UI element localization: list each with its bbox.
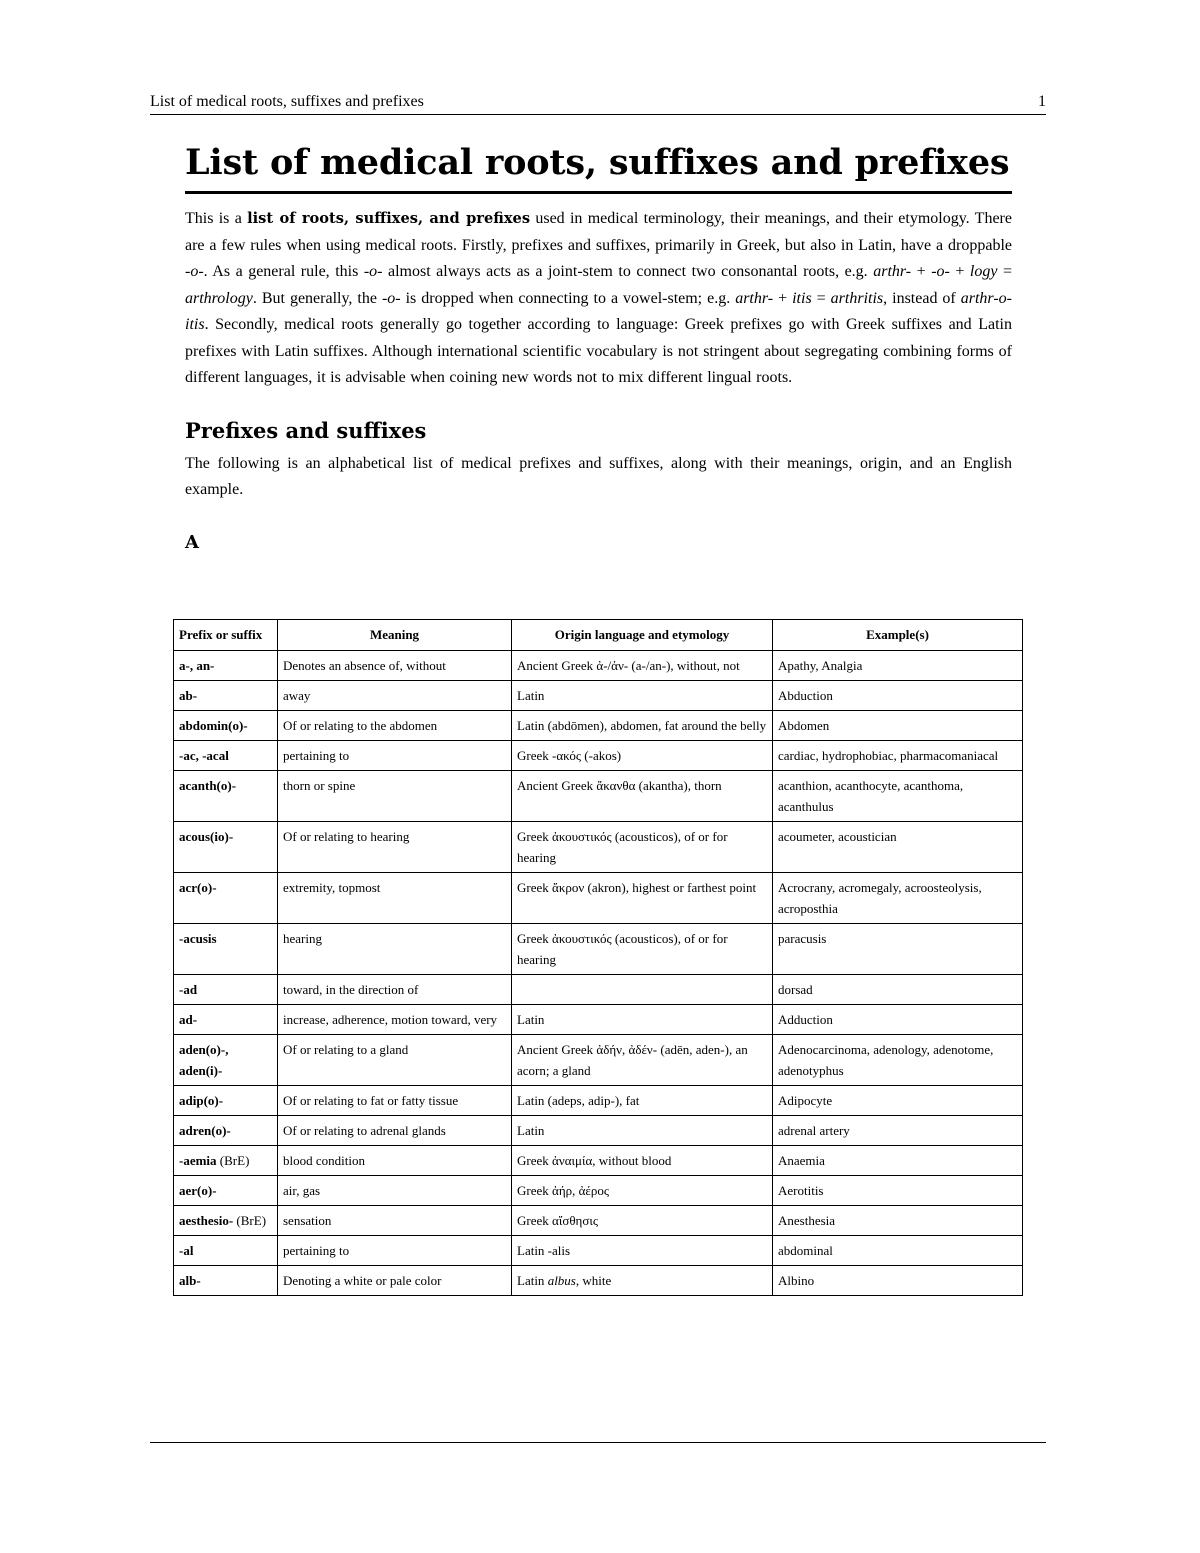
meaning-cell: Of or relating to a gland — [278, 1035, 512, 1086]
example-cell: Adipocyte — [773, 1086, 1023, 1116]
term-cell — [174, 771, 278, 822]
example-cell: acoumeter, acoustician — [773, 822, 1023, 873]
term-cell — [174, 1266, 278, 1296]
intro-text: + — [911, 263, 932, 280]
intro-italic: arthrology — [185, 289, 253, 307]
meaning-cell: away — [278, 681, 512, 711]
term-text: aesthesio- — [179, 1213, 234, 1228]
example-cell: adrenal artery — [773, 1116, 1023, 1146]
meaning-cell: Of or relating to adrenal glands — [278, 1116, 512, 1146]
section-heading: Prefixes and suffixes — [185, 417, 427, 443]
term-cell — [174, 1035, 278, 1086]
meaning-cell: toward, in the direction of — [278, 975, 512, 1005]
table-row — [174, 1035, 1023, 1086]
table-row — [174, 873, 1023, 924]
term-text: ad- — [179, 1012, 198, 1027]
intro-paragraph — [185, 206, 1012, 392]
origin-cell — [512, 711, 773, 741]
origin-text: albus — [547, 1273, 576, 1288]
term-cell — [174, 924, 278, 975]
example-cell: Albino — [773, 1266, 1023, 1296]
term-text: a-, an- — [179, 658, 215, 673]
intro-bold-term: list of roots, suffixes, and prefixes — [247, 210, 531, 227]
running-header — [150, 90, 1046, 115]
term-cell — [174, 741, 278, 771]
column-header: Meaning — [278, 620, 512, 651]
table-row — [174, 1236, 1023, 1266]
running-title: List of medical roots, suffixes and prefixes — [150, 93, 424, 110]
intro-italic: -o- — [363, 263, 383, 280]
meaning-cell: Denotes an absence of, without — [278, 651, 512, 681]
term-text: ab- — [179, 688, 198, 703]
meaning-cell: Of or relating to fat or fatty tissue — [278, 1086, 512, 1116]
term-text: aden(o)-, aden(i)- — [179, 1042, 229, 1078]
table-row — [174, 1176, 1023, 1206]
term-text: -aemia — [179, 1153, 217, 1168]
intro-text: is dropped when connecting to a vowel-stem; e.g. — [400, 289, 736, 307]
example-cell: Abdomen — [773, 711, 1023, 741]
term-text: alb- — [179, 1273, 201, 1288]
intro-text: = — [811, 289, 831, 307]
term-text: adren(o)- — [179, 1123, 231, 1138]
origin-cell — [512, 873, 773, 924]
column-header: Origin language and etymology — [512, 620, 773, 651]
term-note: (BrE) — [216, 1153, 250, 1168]
table-row — [174, 711, 1023, 741]
example-cell: Apathy, Analgia — [773, 651, 1023, 681]
table-row — [174, 1086, 1023, 1116]
intro-italic: arthr- — [873, 263, 912, 280]
intro-italic: -o- — [185, 263, 204, 280]
origin-cell — [512, 1005, 773, 1035]
intro-text: + — [949, 263, 970, 280]
term-note: (BrE) — [233, 1213, 267, 1228]
term-text: acr(o)- — [179, 880, 217, 895]
origin-text: Greek -ακός (-akos) — [517, 748, 622, 763]
origin-text: Ancient Greek ἀδήν, ἀδέν- (adēn, aden-), an acorn; a gland — [517, 1042, 748, 1078]
meaning-cell: pertaining to — [278, 741, 512, 771]
table-row — [174, 651, 1023, 681]
term-cell — [174, 1176, 278, 1206]
origin-cell — [512, 741, 773, 771]
meaning-cell: Of or relating to hearing — [278, 822, 512, 873]
example-cell: dorsad — [773, 975, 1023, 1005]
example-cell: cardiac, hydrophobiac, pharmacomaniacal — [773, 741, 1023, 771]
term-text: -al — [179, 1243, 194, 1258]
table-row — [174, 822, 1023, 873]
meaning-cell: sensation — [278, 1206, 512, 1236]
origin-text: Ancient Greek ἄκανθα (akantha), thorn — [517, 778, 722, 793]
intro-italic: itis — [792, 289, 812, 307]
example-cell: Adduction — [773, 1005, 1023, 1035]
meaning-cell: extremity, topmost — [278, 873, 512, 924]
origin-cell — [512, 1035, 773, 1086]
intro-text: , instead of — [883, 289, 961, 307]
origin-text: Greek ἀήρ, ἀέρος — [517, 1183, 610, 1198]
meaning-cell: Of or relating to the abdomen — [278, 711, 512, 741]
meaning-cell: air, gas — [278, 1176, 512, 1206]
intro-italic: arthr- — [735, 289, 774, 307]
table-row — [174, 1005, 1023, 1035]
term-cell — [174, 873, 278, 924]
origin-text: Latin — [517, 688, 545, 703]
origin-text: , white — [575, 1273, 612, 1288]
example-cell: acanthion, acanthocyte, acanthoma, acanthulus — [773, 771, 1023, 822]
origin-cell — [512, 681, 773, 711]
origin-text: Ancient Greek ἀ-/ἀν- (a-/an-), without, not — [517, 658, 740, 673]
example-cell: Aerotitis — [773, 1176, 1023, 1206]
origin-text: Latin — [517, 1123, 545, 1138]
intro-text: This is a — [185, 210, 248, 227]
intro-italic: logy — [969, 263, 998, 280]
intro-italic: -o- — [931, 263, 950, 280]
table-body — [174, 651, 1023, 1296]
table-row — [174, 1206, 1023, 1236]
origin-cell — [512, 651, 773, 681]
origin-cell — [512, 1236, 773, 1266]
intro-text: . As a general rule, this — [203, 263, 364, 280]
origin-text: Latin — [517, 1273, 548, 1288]
term-cell — [174, 711, 278, 741]
intro-text: almost always acts as a joint-stem to connect two consonantal roots, e.g. — [382, 263, 874, 280]
meaning-cell: thorn or spine — [278, 771, 512, 822]
example-cell: Anesthesia — [773, 1206, 1023, 1236]
term-cell — [174, 651, 278, 681]
origin-text: Latin (adeps, adip-), fat — [517, 1093, 640, 1108]
intro-italic: arthritis — [830, 289, 884, 307]
origin-cell — [512, 975, 773, 1005]
meaning-cell: pertaining to — [278, 1236, 512, 1266]
page-number: 1 — [1038, 93, 1046, 110]
example-cell: Anaemia — [773, 1146, 1023, 1176]
term-cell — [174, 1236, 278, 1266]
column-header: Prefix or suffix — [174, 620, 278, 651]
term-cell — [174, 1005, 278, 1035]
intro-text: = — [997, 263, 1012, 280]
example-cell: Acrocrany, acromegaly, acroosteolysis, acroposthia — [773, 873, 1023, 924]
intro-text: + — [773, 289, 793, 307]
table-row — [174, 1266, 1023, 1296]
origin-cell — [512, 771, 773, 822]
example-cell: Adenocarcinoma, adenology, adenotome, adenotyphus — [773, 1035, 1023, 1086]
table-row — [174, 741, 1023, 771]
intro-text: . But generally, the — [252, 289, 382, 307]
intro-italic: -o- — [381, 289, 401, 307]
meaning-cell: increase, adherence, motion toward, very — [278, 1005, 512, 1035]
term-text: adip(o)- — [179, 1093, 224, 1108]
term-cell — [174, 1206, 278, 1236]
intro-italic: arthr-o-itis — [185, 289, 1012, 333]
table-row — [174, 975, 1023, 1005]
origin-cell — [512, 1266, 773, 1296]
origin-cell — [512, 822, 773, 873]
table-row — [174, 771, 1023, 822]
term-cell — [174, 1086, 278, 1116]
origin-text: Greek ἀκουστικός (acousticos), of or for hearing — [517, 829, 728, 865]
table-header-row — [174, 620, 1023, 651]
term-text: -acusis — [179, 931, 217, 946]
origin-cell — [512, 1206, 773, 1236]
section-description: The following is an alphabetical list of medical prefixes and suffixes, along with their meanings, origin, and an English example. — [185, 454, 1012, 498]
footer-rule — [150, 1442, 1046, 1443]
origin-cell — [512, 1086, 773, 1116]
origin-cell — [512, 924, 773, 975]
origin-text: Greek ἀναιμία, without blood — [517, 1153, 672, 1168]
origin-text: Greek αἴσθησις — [517, 1213, 599, 1228]
column-header: Example(s) — [773, 620, 1023, 651]
origin-text: Latin — [517, 1012, 545, 1027]
term-cell — [174, 822, 278, 873]
origin-text: Latin (abdōmen), abdomen, fat around the belly — [517, 718, 767, 733]
term-text: acanth(o)- — [179, 778, 237, 793]
origin-cell — [512, 1116, 773, 1146]
table-row — [174, 924, 1023, 975]
term-cell — [174, 1146, 278, 1176]
example-cell: paracusis — [773, 924, 1023, 975]
term-text: acous(io)- — [179, 829, 234, 844]
meaning-cell: blood condition — [278, 1146, 512, 1176]
letter-heading: A — [185, 531, 199, 553]
example-cell: abdominal — [773, 1236, 1023, 1266]
origin-text: Latin -alis — [517, 1243, 571, 1258]
meaning-cell: hearing — [278, 924, 512, 975]
term-text: abdomin(o)- — [179, 718, 248, 733]
origin-text: Greek ἀκουστικός (acousticos), of or for hearing — [517, 931, 728, 967]
terms-table — [173, 619, 1023, 1296]
term-text: aer(o)- — [179, 1183, 217, 1198]
term-text: -ac, -acal — [179, 748, 229, 763]
origin-cell — [512, 1176, 773, 1206]
origin-cell — [512, 1146, 773, 1176]
page-title: List of medical roots, suffixes and prefixes — [185, 142, 1012, 194]
article-content — [185, 142, 1012, 553]
term-cell — [174, 681, 278, 711]
table-row — [174, 1116, 1023, 1146]
example-cell: Abduction — [773, 681, 1023, 711]
intro-text: . Secondly, medical roots generally go together according to language: Greek prefixes go with Greek suffixes and Latin prefixes with Latin suffixes. Although international scientific vocabulary is not stringent about segregating combining forms of different languages, it is advisable when coining new words not to mix different lingual roots. — [185, 316, 1012, 386]
term-cell — [174, 975, 278, 1005]
origin-text: Greek ἄκρον (akron), highest or farthest point — [517, 880, 757, 895]
intro-text: used in medical terminology, their meanings, and their etymology. There are a few rules when using medical roots. Firstly, prefixes and suffixes, primarily in Greek, but also in Latin, have a droppable — [185, 210, 1012, 254]
term-cell — [174, 1116, 278, 1146]
term-text: -ad — [179, 982, 198, 997]
table-row — [174, 681, 1023, 711]
meaning-cell: Denoting a white or pale color — [278, 1266, 512, 1296]
table-row — [174, 1146, 1023, 1176]
